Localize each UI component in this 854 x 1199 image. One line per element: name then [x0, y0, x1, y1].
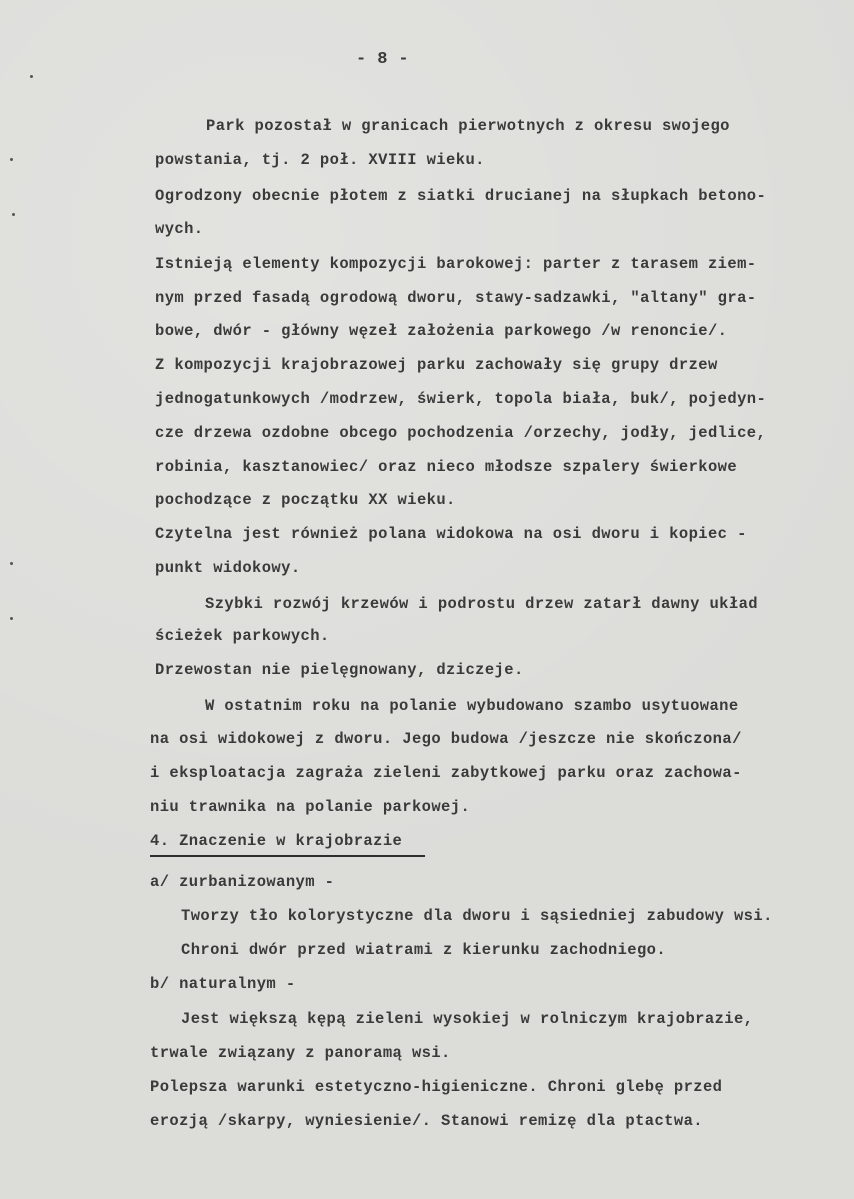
text-line: jednogatunkowych /modrzew, świerk, topola biała, buk/, pojedyn-	[155, 390, 767, 408]
text-line: b/ naturalnym -	[150, 975, 296, 993]
text-line: Jest większą kępą zieleni wysokiej w rolniczym krajobrazie,	[181, 1010, 754, 1028]
text-line: Chroni dwór przed wiatrami z kierunku zachodniego.	[181, 941, 667, 959]
binder-hole-mark	[10, 617, 13, 620]
text-line: Park pozostał w granicach pierwotnych z okresu swojego	[206, 117, 730, 135]
binder-hole-mark	[12, 213, 15, 216]
text-line: wych.	[155, 220, 204, 238]
text-line: nym przed fasadą ogrodową dworu, stawy-sadzawki, "altany" gra-	[155, 289, 757, 307]
text-line: punkt widokowy.	[155, 559, 301, 577]
text-line: Ogrodzony obecnie płotem z siatki drucianej na słupkach betono-	[155, 187, 767, 205]
text-line: Drzewostan nie pielęgnowany, dziczeje.	[155, 661, 524, 679]
binder-hole-mark	[30, 75, 33, 78]
text-line: i eksploatacja zagraża zieleni zabytkowej parku oraz zachowa-	[150, 764, 742, 782]
text-line: trwale związany z panoramą wsi.	[150, 1044, 451, 1062]
text-line: Tworzy tło kolorystyczne dla dworu i sąsiedniej zabudowy wsi.	[181, 907, 773, 925]
text-line: cze drzewa ozdobne obcego pochodzenia /orzechy, jodły, jedlice,	[155, 424, 767, 442]
page-number: - 8 -	[356, 50, 410, 69]
text-line: Polepsza warunki estetyczno-higieniczne. Chroni glebę przed	[150, 1078, 723, 1096]
text-line: W ostatnim roku na polanie wybudowano szambo usytuowane	[205, 697, 739, 715]
text-line: bowe, dwór - główny węzeł założenia parkowego /w renoncie/.	[155, 322, 728, 340]
text-line: Z kompozycji krajobrazowej parku zachowały się grupy drzew	[155, 356, 718, 374]
text-line: Czytelna jest również polana widokowa na osi dworu i kopiec -	[155, 525, 747, 543]
text-line: ścieżek parkowych.	[155, 627, 330, 645]
text-line: na osi widokowej z dworu. Jego budowa /jeszcze nie skończona/	[150, 730, 742, 748]
text-line: pochodzące z początku XX wieku.	[155, 491, 456, 509]
text-line: a/ zurbanizowanym -	[150, 873, 335, 891]
text-line: erozją /skarpy, wyniesienie/. Stanowi remizę dla ptactwa.	[150, 1112, 703, 1130]
text-line: niu trawnika na polanie parkowej.	[150, 798, 471, 816]
text-line: powstania, tj. 2 poł. XVIII wieku.	[155, 151, 485, 169]
text-line: Szybki rozwój krzewów i podrostu drzew zatarł dawny układ	[205, 595, 758, 613]
section-heading-underline	[150, 855, 425, 857]
section-heading: 4. Znaczenie w krajobrazie	[150, 832, 403, 850]
binder-hole-mark	[10, 562, 13, 565]
text-line: Istnieją elementy kompozycji barokowej: parter z tarasem ziem-	[155, 255, 757, 273]
text-line: robinia, kasztanowiec/ oraz nieco młodsze szpalery świerkowe	[155, 458, 738, 476]
binder-hole-mark	[10, 158, 13, 161]
